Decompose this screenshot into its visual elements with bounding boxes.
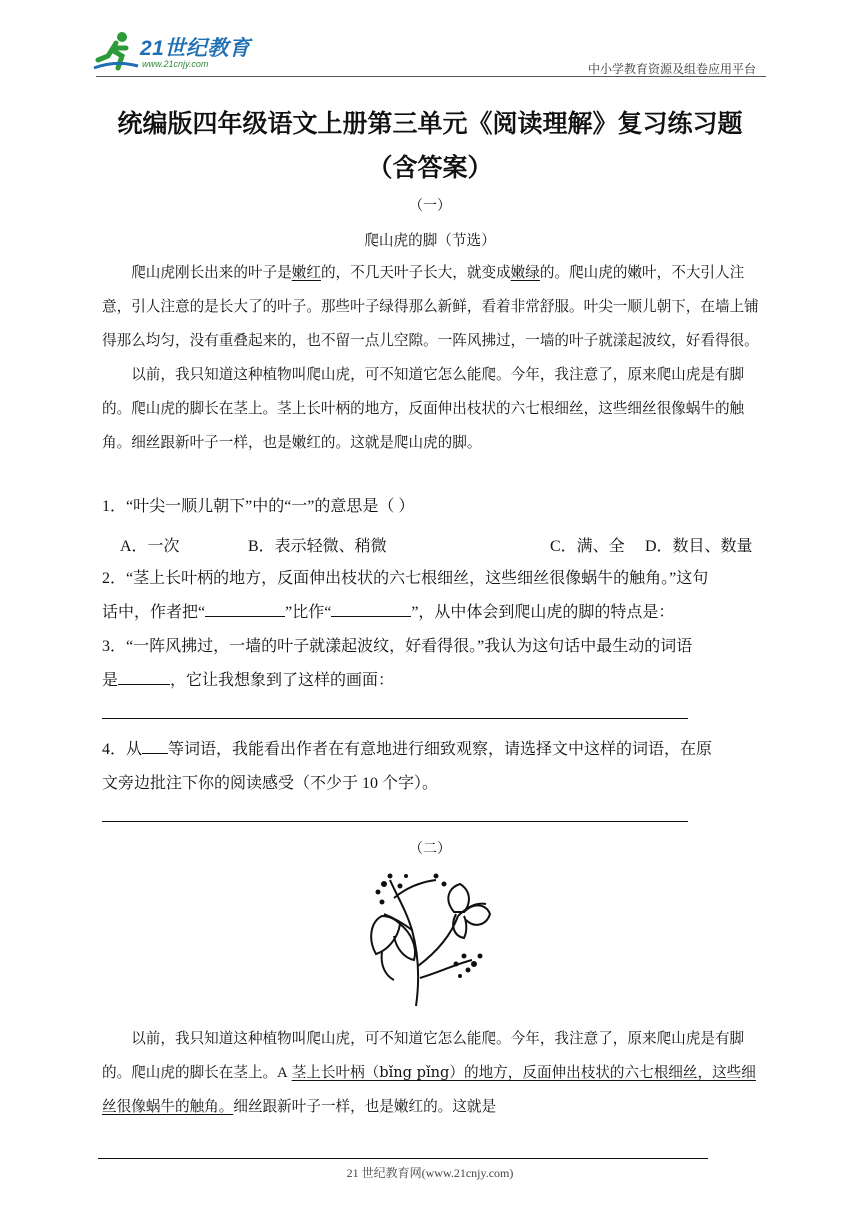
option-c: C．满、全 xyxy=(550,538,625,555)
passage-paragraph-1: 爬山虎刚长出来的叶子是嫩红的，不几天叶子长大，就变成嫩绿的。爬山虎的嫩叶，不大引人注意，引人注意的是长大了的叶子。那些叶子绿得那么新鲜，看着非常舒服。叶尖一顺儿朝下，在墙上铺得那么均匀，没有重叠起来的，也不留一点儿空隙。一阵风拂过，一墙的叶子就漾起波纹，好看得很。 xyxy=(102,264,759,349)
question-2: 2．“茎上长叶柄的地方，反面伸出枝状的六七根细丝，这些细丝很像蜗牛的触角。”这句 话中，作者把“ ”比作“ ”，从中体会到爬山虎的脚的特点是： xyxy=(102,570,709,621)
logo-url: www.21cnjy.com xyxy=(142,59,209,69)
passage-title: 爬山虎的脚（节选） xyxy=(364,232,496,249)
answer-blank[interactable] xyxy=(205,600,285,617)
footer-source: 21 世纪教育网(www.21cnjy.com) xyxy=(346,1166,514,1180)
runner-logo-icon xyxy=(92,30,140,74)
option-b: B．表示轻微、稍微 xyxy=(248,538,387,555)
passage-2-paragraph: 以前，我只知道这种植物叫爬山虎，可不知道它怎么能爬。今年，我注意了，原来爬山虎是有脚的。爬山虎的脚长在茎上。A 茎上长叶柄（bǐng pǐng）的地方，反面伸出枝状的六七根细丝，这些细丝很像蜗牛的触角。细丝跟新叶子一样，也是嫩红的。这就是 xyxy=(102,1030,756,1115)
option-a: A．一次 xyxy=(120,538,180,555)
underlined-sentence: 茎上长叶柄（bǐng pǐng）的地方，反面伸出枝状的六七根细丝，这些细丝很像蜗牛的触角。 xyxy=(102,1064,756,1115)
answer-line[interactable] xyxy=(102,821,688,822)
footer-divider xyxy=(98,1158,708,1159)
passage-2 xyxy=(102,1022,760,1124)
passage-paragraph-2: 以前，我只知道这种植物叫爬山虎，可不知道它怎么能爬。今年，我注意了，原来爬山虎是有脚的。爬山虎的脚长在茎上。茎上长叶柄的地方，反面伸出枝状的六七根细丝，这些细丝很像蜗牛的触角。细丝跟新叶子一样，也是嫩红的。这就是爬山虎的脚。 xyxy=(102,366,745,451)
logo-text: 21世纪教育 xyxy=(140,37,251,60)
answer-blank[interactable] xyxy=(142,737,168,754)
page-title: 统编版四年级语文上册第三单元《阅读理解》复习练习题 xyxy=(117,109,743,138)
question-4: 4．从 等词语，我能看出作者在有意地进行细致观察，请选择文中这样的词语，在原 文旁边批注下你的阅读感受（不少于 10 个字）。 xyxy=(102,733,762,801)
page-subtitle: （含答案） xyxy=(367,153,493,182)
section-marker-1: （一） xyxy=(409,198,451,214)
site-logo xyxy=(92,28,262,78)
answer-blank[interactable] xyxy=(331,600,411,617)
platform-name: 中小学教育资源及组卷应用平台 xyxy=(587,62,756,76)
underlined-word: 嫩红 xyxy=(291,264,321,281)
underlined-word: 嫩绿 xyxy=(510,264,540,281)
passage-1 xyxy=(102,256,760,460)
question-1: 1．“叶尖一顺儿朝下”中的“一”的意思是（ ） xyxy=(102,498,415,515)
question-3: 3．“一阵风拂过，一墙的叶子就漾起波纹，好看得很。”我认为这句话中最生动的词语 是 ，它让我想象到了这样的画面： xyxy=(102,638,693,689)
answer-line[interactable] xyxy=(102,718,688,719)
header-divider xyxy=(96,76,766,77)
sentence-marker-a: A xyxy=(277,1065,288,1081)
answer-blank[interactable] xyxy=(118,668,170,685)
section-marker-2: （二） xyxy=(409,841,451,857)
option-d: D．数目、数量 xyxy=(645,538,753,555)
ivy-illustration xyxy=(360,868,496,1010)
